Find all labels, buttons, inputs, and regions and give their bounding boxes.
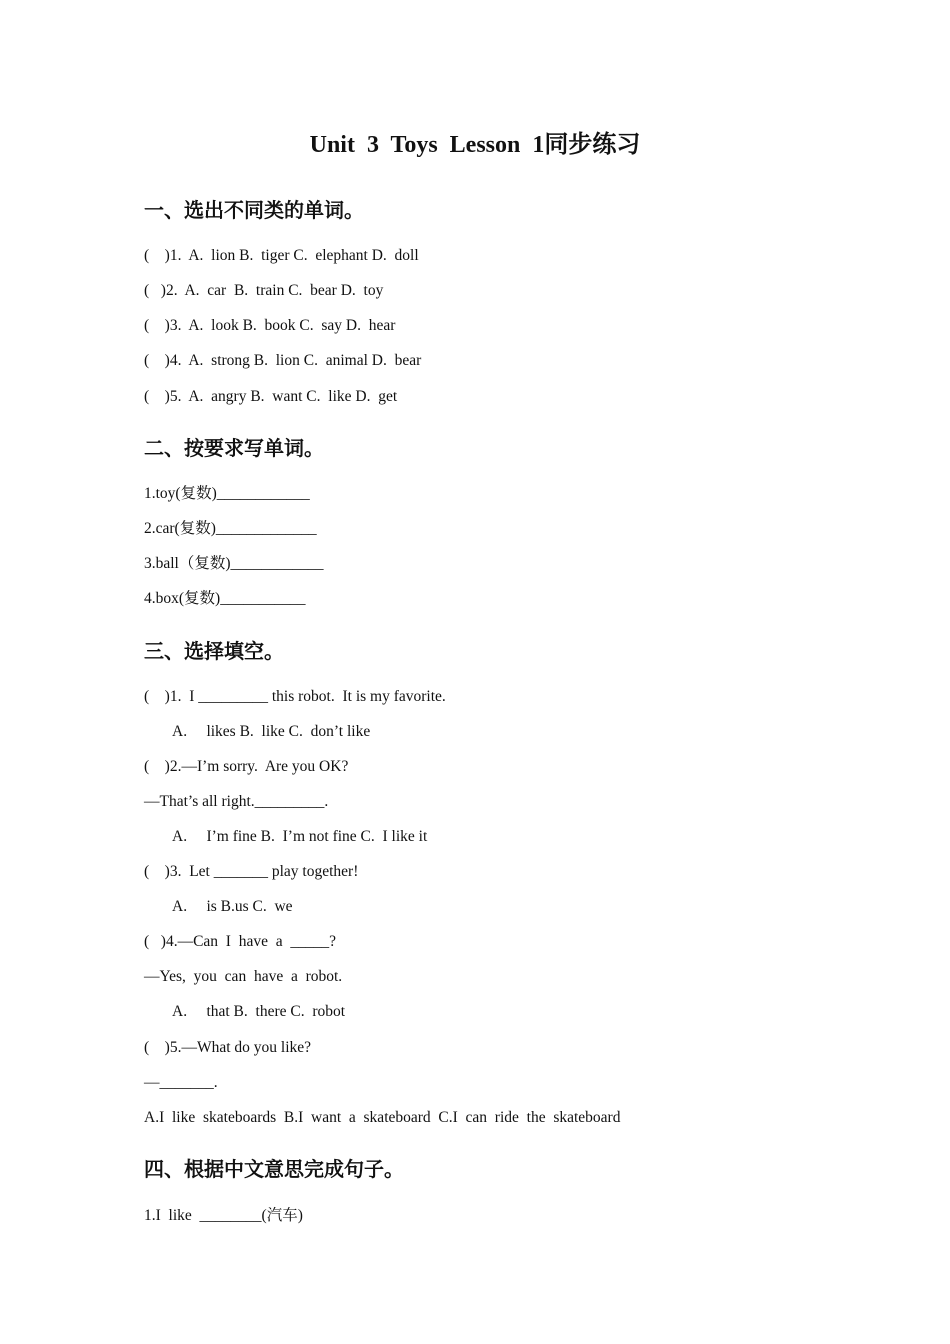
section-1-question-3: ( )3. A. look B. book C. say D. hear xyxy=(144,317,396,334)
section-3-options-2: A. I’m fine B. I’m not fine C. I like it xyxy=(172,828,428,845)
section-3-question-5: ( )5.—What do you like? xyxy=(144,1039,312,1056)
section-3-options-3: A. is B.us C. we xyxy=(172,898,293,915)
section-3-answer-line-4: —Yes, you can have a robot. xyxy=(144,968,343,985)
section-3-options-5: A.I like skateboards B.I want a skateboard C.I can ride the skateboard xyxy=(144,1109,621,1126)
section-1-heading: 一、选出不同类的单词。 xyxy=(144,198,364,222)
section-2-item-2: 2.car(复数)_____________ xyxy=(144,520,317,537)
section-4-item-1: 1.I like ________(汽车) xyxy=(144,1207,303,1224)
section-3-question-3: ( )3. Let _______ play together! xyxy=(144,863,359,880)
section-3-question-1: ( )1. I _________ this robot. It is my favorite. xyxy=(144,688,446,705)
section-3-options-1: A. likes B. like C. don’t like xyxy=(172,723,371,740)
section-3-answer-line-2: —That’s all right._________. xyxy=(144,793,329,810)
section-3-options-4: A. that B. there C. robot xyxy=(172,1003,346,1020)
section-3-question-2: ( )2.—I’m sorry. Are you OK? xyxy=(144,758,349,775)
section-3-question-4: ( )4.—Can I have a _____? xyxy=(144,933,336,950)
section-2-item-1: 1.toy(复数)____________ xyxy=(144,485,310,502)
section-2-heading: 二、按要求写单词。 xyxy=(144,436,324,460)
section-1-question-2: ( )2. A. car B. train C. bear D. toy xyxy=(144,282,384,299)
section-1-question-5: ( )5. A. angry B. want C. like D. get xyxy=(144,388,398,405)
page-title: Unit 3 Toys Lesson 1同步练习 xyxy=(309,132,641,158)
section-1-question-1: ( )1. A. lion B. tiger C. elephant D. doll xyxy=(144,247,419,264)
section-2-item-3: 3.ball（复数)____________ xyxy=(144,555,324,572)
section-2-item-4: 4.box(复数)___________ xyxy=(144,590,306,607)
section-3-heading: 三、选择填空。 xyxy=(144,639,284,663)
section-3-answer-line-5: —_______. xyxy=(144,1074,218,1091)
section-1-question-4: ( )4. A. strong B. lion C. animal D. bear xyxy=(144,352,422,369)
section-4-heading: 四、根据中文意思完成句子。 xyxy=(144,1157,404,1181)
